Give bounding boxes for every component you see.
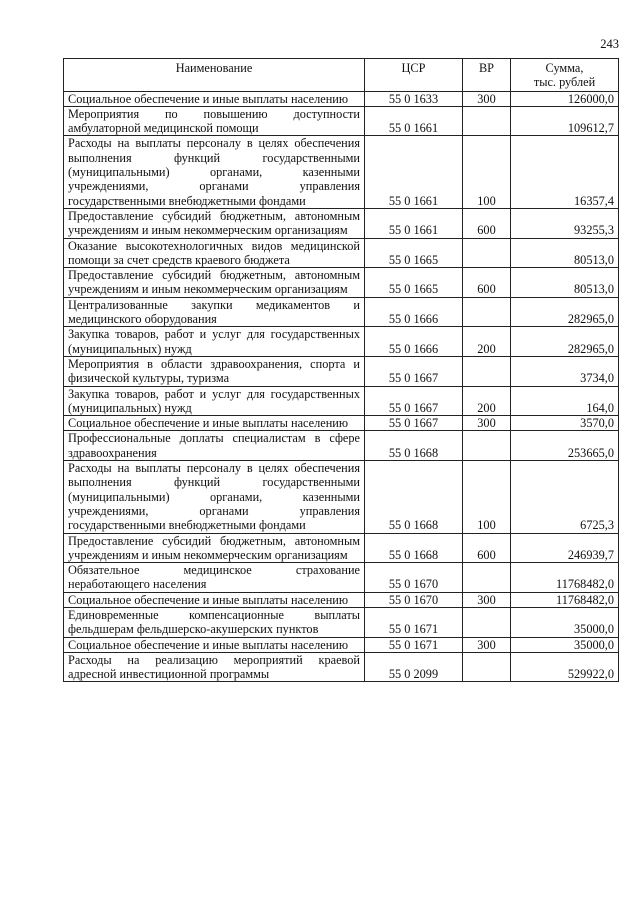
row-vr xyxy=(463,652,511,682)
row-vr xyxy=(463,297,511,327)
row-sum: 126000,0 xyxy=(511,91,619,106)
table-row xyxy=(64,356,619,386)
row-csr: 55 0 1668 xyxy=(365,431,463,461)
row-name: Централизованные закупки медикаментов и медицинского оборудования xyxy=(64,297,365,327)
row-name: Закупка товаров, работ и услуг для государственных (муниципальных) нужд xyxy=(64,327,365,357)
row-csr: 55 0 1661 xyxy=(365,106,463,136)
row-name: Расходы на выплаты персоналу в целях обеспечения выполнения функций государственными (муниципальными) органами, казенными учреждениями, органами управления государственными внебюджетными фондами xyxy=(64,136,365,208)
row-sum: 253665,0 xyxy=(511,431,619,461)
row-sum: 16357,4 xyxy=(511,136,619,208)
table-row xyxy=(64,136,619,208)
row-vr xyxy=(463,238,511,268)
row-csr: 55 0 1670 xyxy=(365,563,463,593)
row-vr xyxy=(463,563,511,593)
row-sum: 529922,0 xyxy=(511,652,619,682)
row-csr: 55 0 1667 xyxy=(365,356,463,386)
row-name: Социальное обеспечение и иные выплаты населению xyxy=(64,91,365,106)
table-row xyxy=(64,637,619,652)
row-name: Мероприятия по повышению доступности амбулаторной медицинской помощи xyxy=(64,106,365,136)
row-csr: 55 0 1670 xyxy=(365,592,463,607)
header-sum-line2: тыс. рублей xyxy=(533,75,596,90)
table-header xyxy=(64,59,619,92)
row-csr: 55 0 1668 xyxy=(365,533,463,563)
table-row xyxy=(64,607,619,637)
table-row xyxy=(64,238,619,268)
header-sum-line1: Сумма, xyxy=(545,61,584,75)
row-csr: 55 0 1666 xyxy=(365,297,463,327)
row-vr: 600 xyxy=(463,268,511,298)
row-csr: 55 0 1671 xyxy=(365,637,463,652)
row-vr: 100 xyxy=(463,136,511,208)
header-vr: ВР xyxy=(463,59,511,92)
page-number: 243 xyxy=(600,37,619,51)
row-vr: 300 xyxy=(463,416,511,431)
row-vr: 100 xyxy=(463,461,511,533)
row-name: Единовременные компенсационные выплаты фельдшерам фельдшерско-акушерских пунктов xyxy=(64,607,365,637)
row-name: Предоставление субсидий бюджетным, автономным учреждениям и иным некоммерческим организациям xyxy=(64,268,365,298)
row-name: Предоставление субсидий бюджетным, автономным учреждениям и иным некоммерческим организациям xyxy=(64,533,365,563)
header-row xyxy=(64,59,619,92)
table-row xyxy=(64,106,619,136)
header-sum xyxy=(511,59,619,92)
row-name: Закупка товаров, работ и услуг для государственных (муниципальных) нужд xyxy=(64,386,365,416)
row-name: Расходы на реализацию мероприятий краевой адресной инвестиционной программы xyxy=(64,652,365,682)
row-name: Оказание высокотехнологичных видов медицинской помощи за счет средств краевого бюджета xyxy=(64,238,365,268)
row-name: Социальное обеспечение и иные выплаты населению xyxy=(64,637,365,652)
row-sum: 246939,7 xyxy=(511,533,619,563)
row-vr: 300 xyxy=(463,91,511,106)
header-name: Наименование xyxy=(64,59,365,92)
table-row xyxy=(64,431,619,461)
row-vr: 300 xyxy=(463,592,511,607)
row-csr: 55 0 1671 xyxy=(365,607,463,637)
table-row xyxy=(64,592,619,607)
row-sum: 35000,0 xyxy=(511,607,619,637)
row-sum: 109612,7 xyxy=(511,106,619,136)
row-vr xyxy=(463,431,511,461)
table-row xyxy=(64,652,619,682)
row-vr xyxy=(463,356,511,386)
row-sum: 3570,0 xyxy=(511,416,619,431)
row-name: Обязательное медицинское страхование неработающего населения xyxy=(64,563,365,593)
table-row xyxy=(64,386,619,416)
row-name: Мероприятия в области здравоохранения, спорта и физической культуры, туризма xyxy=(64,356,365,386)
row-sum: 282965,0 xyxy=(511,327,619,357)
row-sum: 6725,3 xyxy=(511,461,619,533)
row-sum: 35000,0 xyxy=(511,637,619,652)
row-sum: 80513,0 xyxy=(511,268,619,298)
row-vr: 300 xyxy=(463,637,511,652)
row-sum: 3734,0 xyxy=(511,356,619,386)
row-sum: 11768482,0 xyxy=(511,563,619,593)
table-row xyxy=(64,563,619,593)
budget-table xyxy=(63,58,619,682)
table-row xyxy=(64,416,619,431)
row-name: Расходы на выплаты персоналу в целях обеспечения выполнения функций государственными (муниципальными) органами, казенными учреждениями, органами управления государственными внебюджетными фондами xyxy=(64,461,365,533)
row-name: Социальное обеспечение и иные выплаты населению xyxy=(64,416,365,431)
table-row xyxy=(64,461,619,533)
row-csr: 55 0 1665 xyxy=(365,268,463,298)
row-sum: 164,0 xyxy=(511,386,619,416)
table-row xyxy=(64,327,619,357)
row-sum: 11768482,0 xyxy=(511,592,619,607)
row-name: Профессиональные доплаты специалистам в сфере здравоохранения xyxy=(64,431,365,461)
table-row xyxy=(64,533,619,563)
row-csr: 55 0 1667 xyxy=(365,416,463,431)
row-vr: 600 xyxy=(463,533,511,563)
row-name: Социальное обеспечение и иные выплаты населению xyxy=(64,592,365,607)
row-sum: 282965,0 xyxy=(511,297,619,327)
row-csr: 55 0 1661 xyxy=(365,136,463,208)
row-name: Предоставление субсидий бюджетным, автономным учреждениям и иным некоммерческим организациям xyxy=(64,208,365,238)
header-csr: ЦСР xyxy=(365,59,463,92)
row-vr xyxy=(463,106,511,136)
row-vr xyxy=(463,607,511,637)
row-csr: 55 0 2099 xyxy=(365,652,463,682)
row-vr: 600 xyxy=(463,208,511,238)
row-csr: 55 0 1666 xyxy=(365,327,463,357)
table-row xyxy=(64,208,619,238)
table-body xyxy=(64,91,619,682)
row-vr: 200 xyxy=(463,327,511,357)
table-row xyxy=(64,91,619,106)
row-csr: 55 0 1668 xyxy=(365,461,463,533)
row-csr: 55 0 1661 xyxy=(365,208,463,238)
row-sum: 80513,0 xyxy=(511,238,619,268)
table-row xyxy=(64,268,619,298)
row-vr: 200 xyxy=(463,386,511,416)
row-csr: 55 0 1665 xyxy=(365,238,463,268)
row-csr: 55 0 1667 xyxy=(365,386,463,416)
row-csr: 55 0 1633 xyxy=(365,91,463,106)
table-row xyxy=(64,297,619,327)
row-sum: 93255,3 xyxy=(511,208,619,238)
